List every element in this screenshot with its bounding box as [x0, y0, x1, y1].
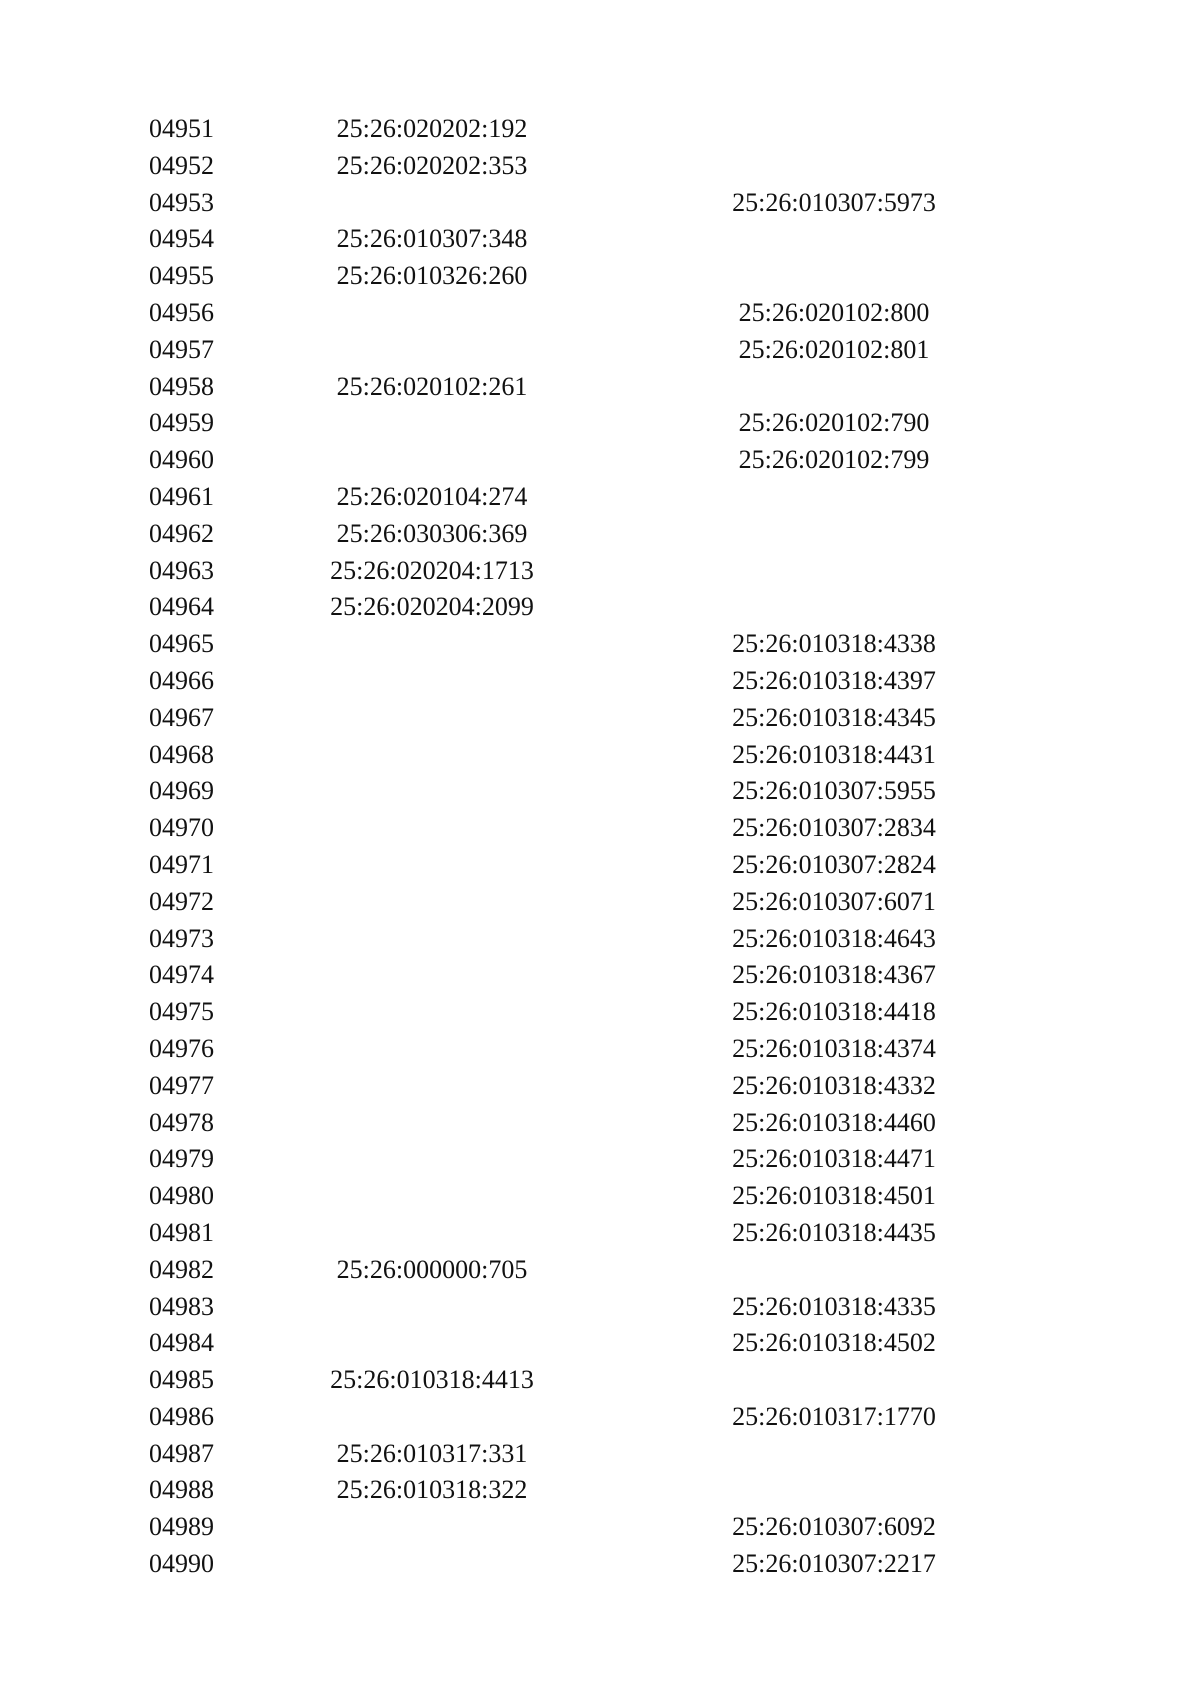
row-number: 04959	[149, 408, 214, 438]
cadastral-number-col2: 25:26:020102:790	[738, 408, 930, 438]
row-number: 04975	[149, 997, 214, 1027]
row-number: 04960	[149, 445, 214, 475]
table-row	[0, 1472, 1200, 1509]
row-number: 04988	[149, 1475, 214, 1505]
cadastral-number-col2: 25:26:010307:2824	[732, 849, 936, 879]
cadastral-number-col1: 25:26:000000:705	[336, 1254, 528, 1284]
row-number: 04976	[149, 1033, 214, 1063]
row-number: 04957	[149, 334, 214, 364]
table-row	[0, 1546, 1200, 1583]
row-number: 04984	[149, 1328, 214, 1358]
cadastral-number-col2: 25:26:010318:4332	[732, 1070, 936, 1100]
cadastral-number-col2: 25:26:010318:4397	[732, 665, 936, 695]
table-row	[0, 1178, 1200, 1215]
row-number: 04979	[149, 1144, 214, 1174]
cadastral-number-col1: 25:26:030306:369	[336, 518, 528, 548]
cadastral-number-col1: 25:26:020202:353	[336, 150, 528, 180]
table-row	[0, 1215, 1200, 1252]
row-number: 04958	[149, 371, 214, 401]
cadastral-number-col1: 25:26:010318:322	[336, 1475, 528, 1505]
row-number: 04956	[149, 297, 214, 327]
cadastral-number-col1: 25:26:020204:1713	[330, 555, 534, 585]
table-row	[0, 737, 1200, 774]
cadastral-number-col2: 25:26:010318:4418	[732, 997, 936, 1027]
row-number: 04955	[149, 261, 214, 291]
table-row	[0, 516, 1200, 553]
cadastral-number-col2: 25:26:010318:4502	[732, 1328, 936, 1358]
table-row	[0, 258, 1200, 295]
row-number: 04966	[149, 665, 214, 695]
table-row	[0, 185, 1200, 222]
row-number: 04965	[149, 629, 214, 659]
row-number: 04961	[149, 481, 214, 511]
table-row	[0, 1105, 1200, 1142]
row-number: 04974	[149, 960, 214, 990]
table-row	[0, 994, 1200, 1031]
table-row	[0, 1141, 1200, 1178]
table-row	[0, 553, 1200, 590]
table-row	[0, 1068, 1200, 1105]
cadastral-number-col2: 25:26:010318:4345	[732, 702, 936, 732]
row-number: 04987	[149, 1438, 214, 1468]
row-number: 04978	[149, 1107, 214, 1137]
cadastral-number-col2: 25:26:010307:2217	[732, 1549, 936, 1579]
table-row	[0, 663, 1200, 700]
cadastral-number-col2: 25:26:010307:6071	[732, 886, 936, 916]
table-row	[0, 1031, 1200, 1068]
table-row	[0, 589, 1200, 626]
table-row	[0, 921, 1200, 958]
table-row	[0, 1509, 1200, 1546]
cadastral-number-col1: 25:26:020104:274	[336, 481, 528, 511]
row-number: 04981	[149, 1217, 214, 1247]
row-number: 04989	[149, 1512, 214, 1542]
row-number: 04963	[149, 555, 214, 585]
table-row	[0, 626, 1200, 663]
row-number: 04954	[149, 224, 214, 254]
cadastral-number-col2: 25:26:010318:4338	[732, 629, 936, 659]
row-number: 04951	[149, 114, 214, 143]
cadastral-number-col2: 25:26:010318:4431	[732, 739, 936, 769]
cadastral-number-col2: 25:26:020102:799	[738, 445, 930, 475]
cadastral-number-col2: 25:26:010318:4501	[732, 1181, 936, 1211]
table-row	[0, 1436, 1200, 1473]
table-row	[0, 295, 1200, 332]
cadastral-number-col1: 25:26:020204:2099	[330, 592, 534, 622]
table-row	[0, 111, 1200, 148]
row-number: 04973	[149, 923, 214, 953]
cadastral-number-col2: 25:26:010307:5955	[732, 776, 936, 806]
cadastral-number-col2: 25:26:010318:4435	[732, 1217, 936, 1247]
cadastral-number-col2: 25:26:010307:5973	[732, 187, 936, 217]
cadastral-number-col2: 25:26:010318:4471	[732, 1144, 936, 1174]
cadastral-number-col1: 25:26:010318:4413	[330, 1365, 534, 1395]
table-row	[0, 221, 1200, 258]
row-number: 04982	[149, 1254, 214, 1284]
cadastral-number-col1: 25:26:020202:192	[336, 114, 528, 143]
cadastral-number-col2: 25:26:010318:4460	[732, 1107, 936, 1137]
table-row	[0, 773, 1200, 810]
row-number: 04986	[149, 1401, 214, 1431]
table-row	[0, 700, 1200, 737]
table-row	[0, 442, 1200, 479]
row-number: 04967	[149, 702, 214, 732]
row-number: 04985	[149, 1365, 214, 1395]
row-number: 04962	[149, 518, 214, 548]
cadastral-number-col1: 25:26:020102:261	[336, 371, 528, 401]
table-row	[0, 405, 1200, 442]
row-number: 04990	[149, 1549, 214, 1579]
row-number: 04980	[149, 1181, 214, 1211]
cadastral-number-col2: 25:26:020102:800	[738, 297, 930, 327]
table-row	[0, 884, 1200, 921]
table-row	[0, 479, 1200, 516]
cadastral-number-col2: 25:26:010318:4643	[732, 923, 936, 953]
row-number: 04971	[149, 849, 214, 879]
cadastral-number-col1: 25:26:010307:348	[336, 224, 528, 254]
row-number: 04970	[149, 813, 214, 843]
table-row	[0, 1289, 1200, 1326]
row-number: 04983	[149, 1291, 214, 1321]
cadastral-number-col2: 25:26:010318:4335	[732, 1291, 936, 1321]
table-row	[0, 1325, 1200, 1362]
table-row	[0, 1252, 1200, 1289]
row-number: 04972	[149, 886, 214, 916]
table-row	[0, 847, 1200, 884]
cadastral-number-col1: 25:26:010317:331	[336, 1438, 528, 1468]
table-row	[0, 957, 1200, 994]
cadastral-number-col2: 25:26:010318:4374	[732, 1033, 936, 1063]
cadastral-number-col1: 25:26:010326:260	[336, 261, 528, 291]
cadastral-number-table	[0, 111, 1200, 1583]
table-row	[0, 148, 1200, 185]
row-number: 04964	[149, 592, 214, 622]
row-number: 04977	[149, 1070, 214, 1100]
table-row	[0, 810, 1200, 847]
table-row	[0, 369, 1200, 406]
row-number: 04969	[149, 776, 214, 806]
cadastral-number-col2: 25:26:010307:2834	[732, 813, 936, 843]
table-row	[0, 332, 1200, 369]
table-row	[0, 1399, 1200, 1436]
cadastral-number-col2: 25:26:010317:1770	[732, 1401, 936, 1431]
row-number: 04952	[149, 150, 214, 180]
row-number: 04953	[149, 187, 214, 217]
cadastral-number-col2: 25:26:020102:801	[738, 334, 930, 364]
row-number: 04968	[149, 739, 214, 769]
cadastral-number-col2: 25:26:010318:4367	[732, 960, 936, 990]
cadastral-number-col2: 25:26:010307:6092	[732, 1512, 936, 1542]
table-row	[0, 1362, 1200, 1399]
